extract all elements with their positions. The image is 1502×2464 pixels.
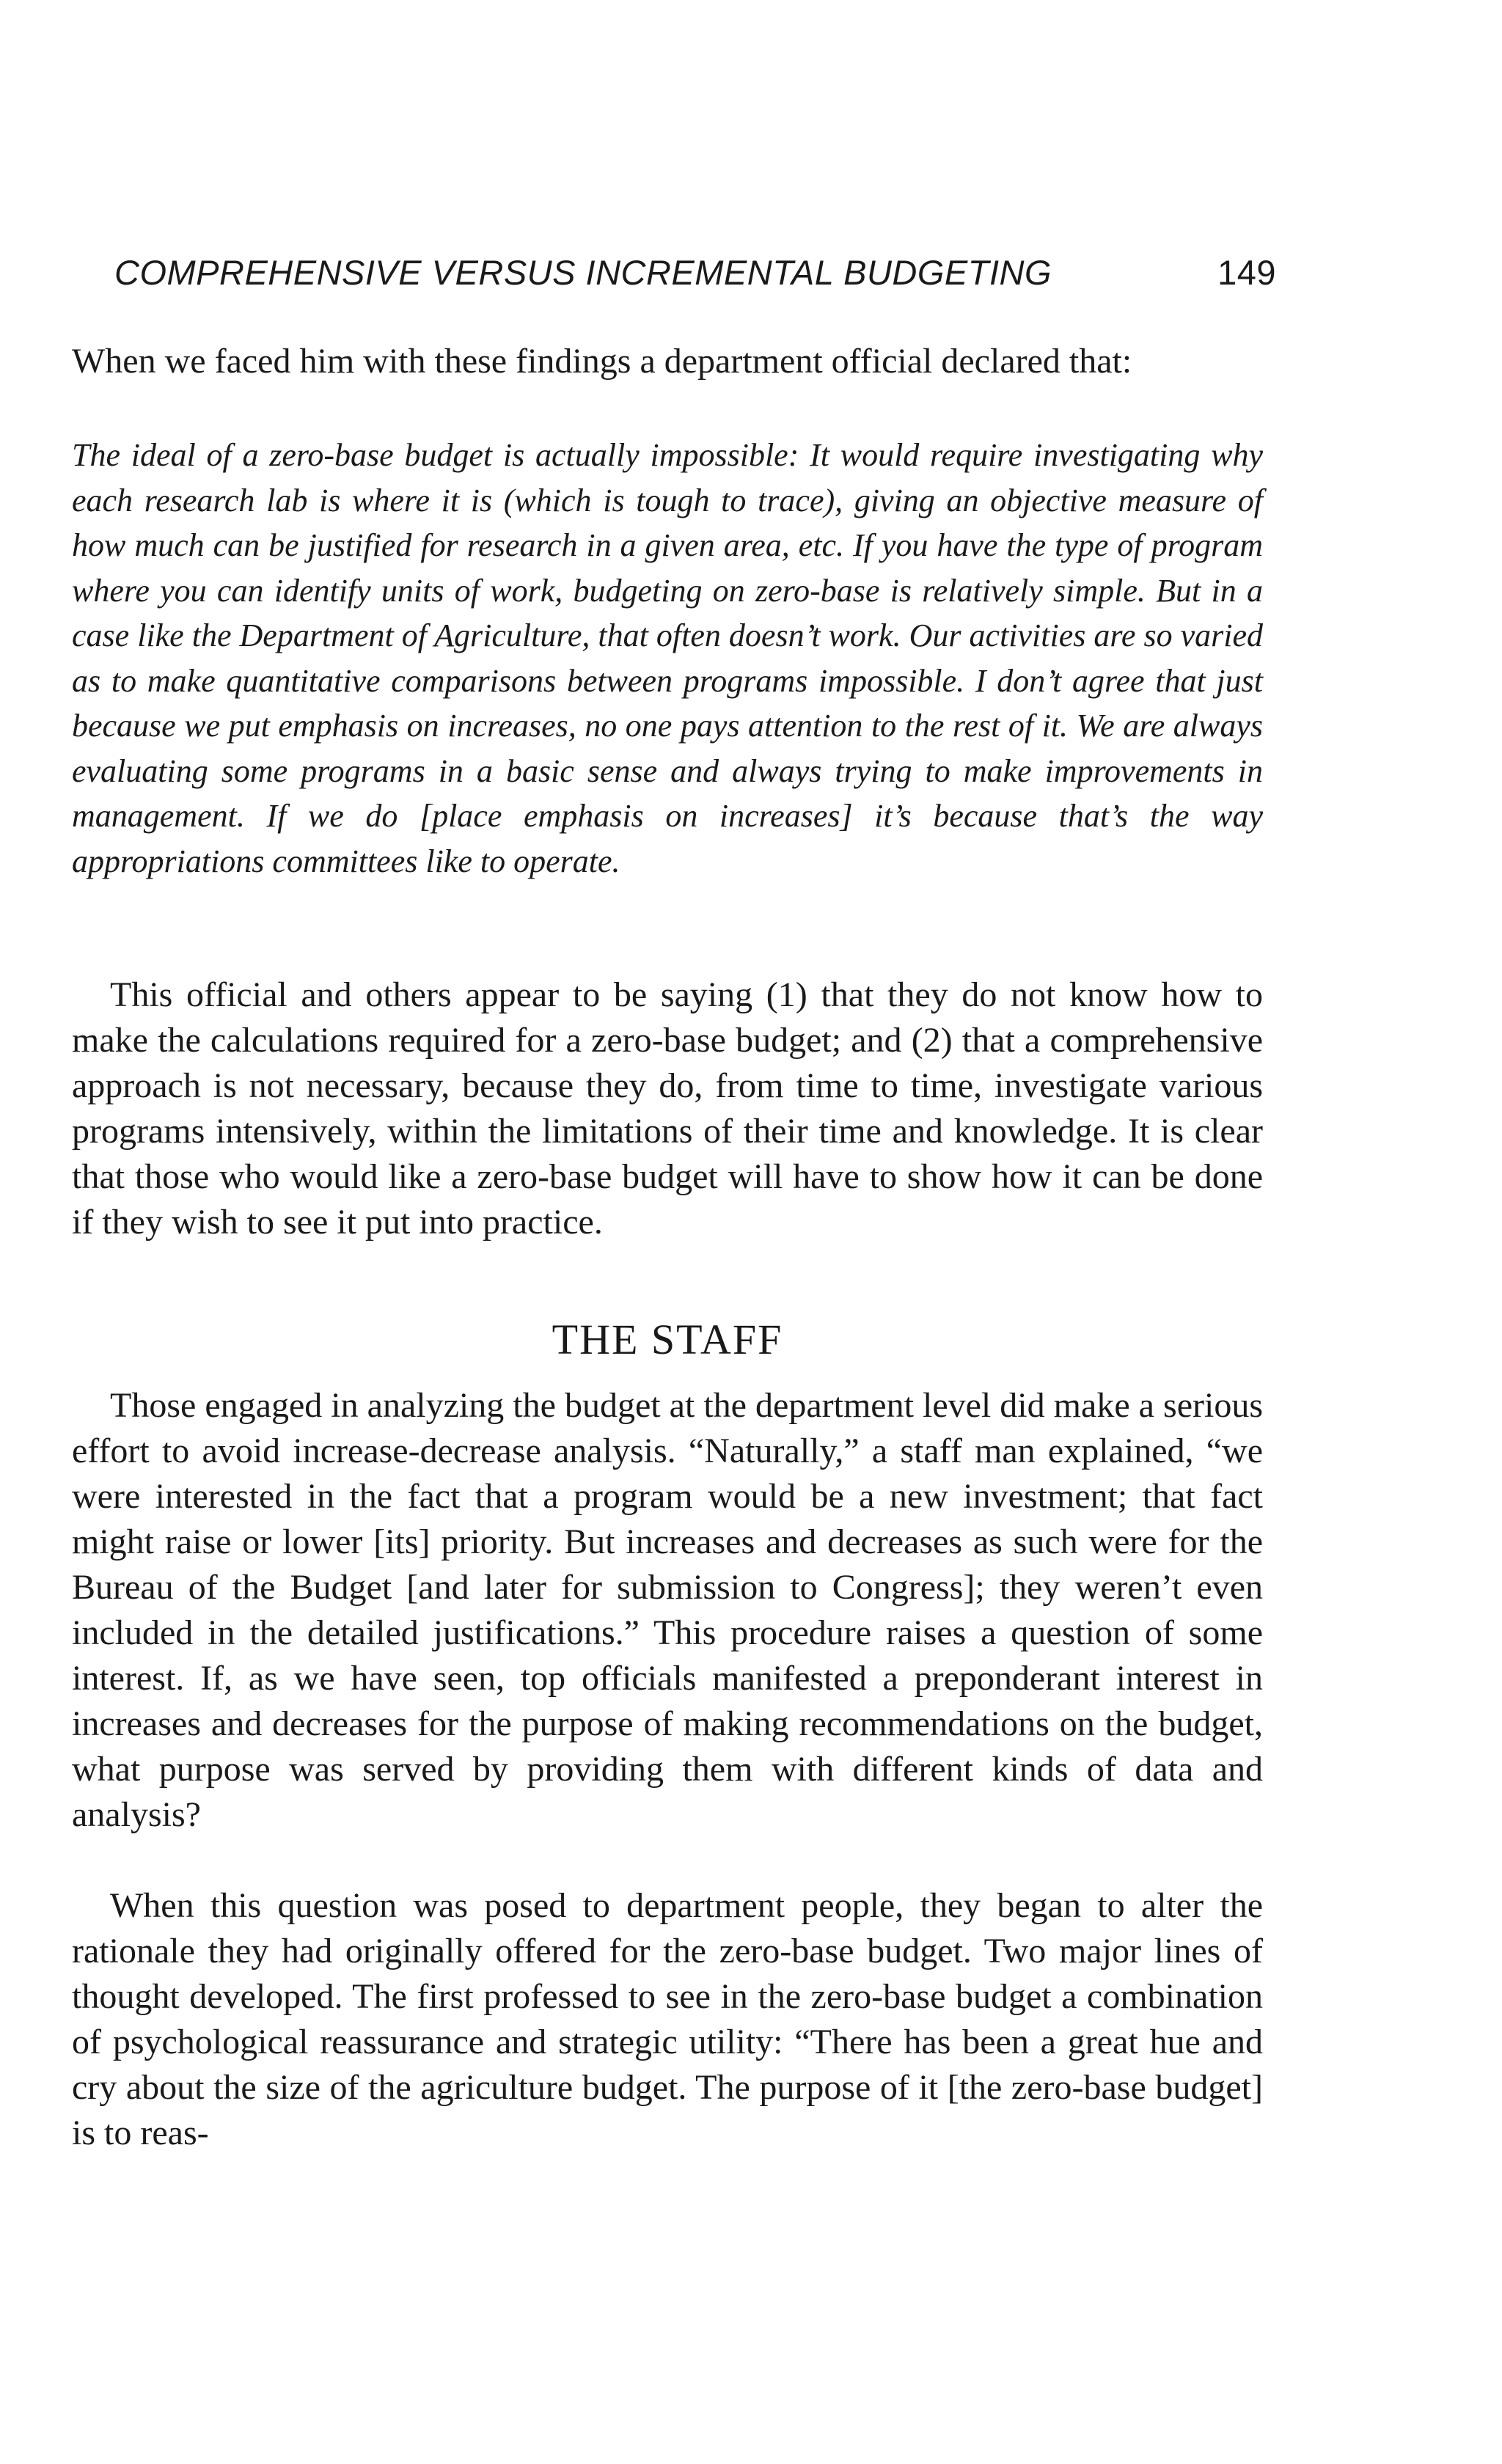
block-quote: The ideal of a zero-base budget is actually impossible: It would require investigating why each research lab is where it is (which is tough to trace), giving an objective measure of how much can be justified for research in a given area, etc. If you have the type of program where you can identify units of work, budgeting on zero-base is relatively simple. But in a case like the Department of Agriculture, that often doesn’t work. Our activities are so varied as to make quantitative comparisons between programs impossible. I don’t agree that just because we put emphasis on increases, no one pays attention to the rest of it. We are always evaluating some programs in a basic sense and always trying to make improvements in management. If we do [place emphasis on increases] it’s because that’s the way appropriations committees like to operate. [72,437,1263,879]
section-heading: THE STAFF [552,1316,783,1363]
staff-paragraph: Those engaged in analyzing the budget at the department level did make a serious effort to avoid increase-decrease analysis. “Naturally,” a staff man explained, “we were interested in the fact that a program would be a new investment; that fact might raise or lower [its] priority. But increases and decreases as such were for the Bureau of the Budget [and later for submission to Congress]; they weren’t even included in the detailed justifications.” This procedure raises a question of some interest. If, as we have seen, top officials manifested a preponderant interest in increases and decreases for the purpose of making recommendations on the budget, what purpose was served by providing them with different kinds of data and analysis? [72,1386,1263,1834]
running-head-title: COMPREHENSIVE VERSUS INCREMENTAL BUDGETING [114,253,1052,292]
question-paragraph: When this question was posed to department people, they began to alter the rationale they had originally offered for the zero-base budget. Two major lines of thought developed. The first professed to see in the zero-base budget a combination of psychological reassurance and strategic utility: “There has been a great hue and cry about the size of the agriculture budget. The purpose of it [the zero-base budget] is to reas- [72,1886,1263,2152]
official-paragraph: This official and others appear to be saying (1) that they do not know how to make the calculations required for a zero-base budget; and (2) that a comprehensive approach is not necessary, because they do, from time to time, investigate various programs intensively, within the limitations of their time and knowledge. It is clear that those who would like a zero-base budget will have to show how it can be done if they wish to see it put into practice. [72,975,1263,1242]
page-number: 149 [1217,253,1276,292]
running-head [114,252,1276,304]
intro-paragraph: When we faced him with these findings a department official declared that: [72,342,1132,381]
